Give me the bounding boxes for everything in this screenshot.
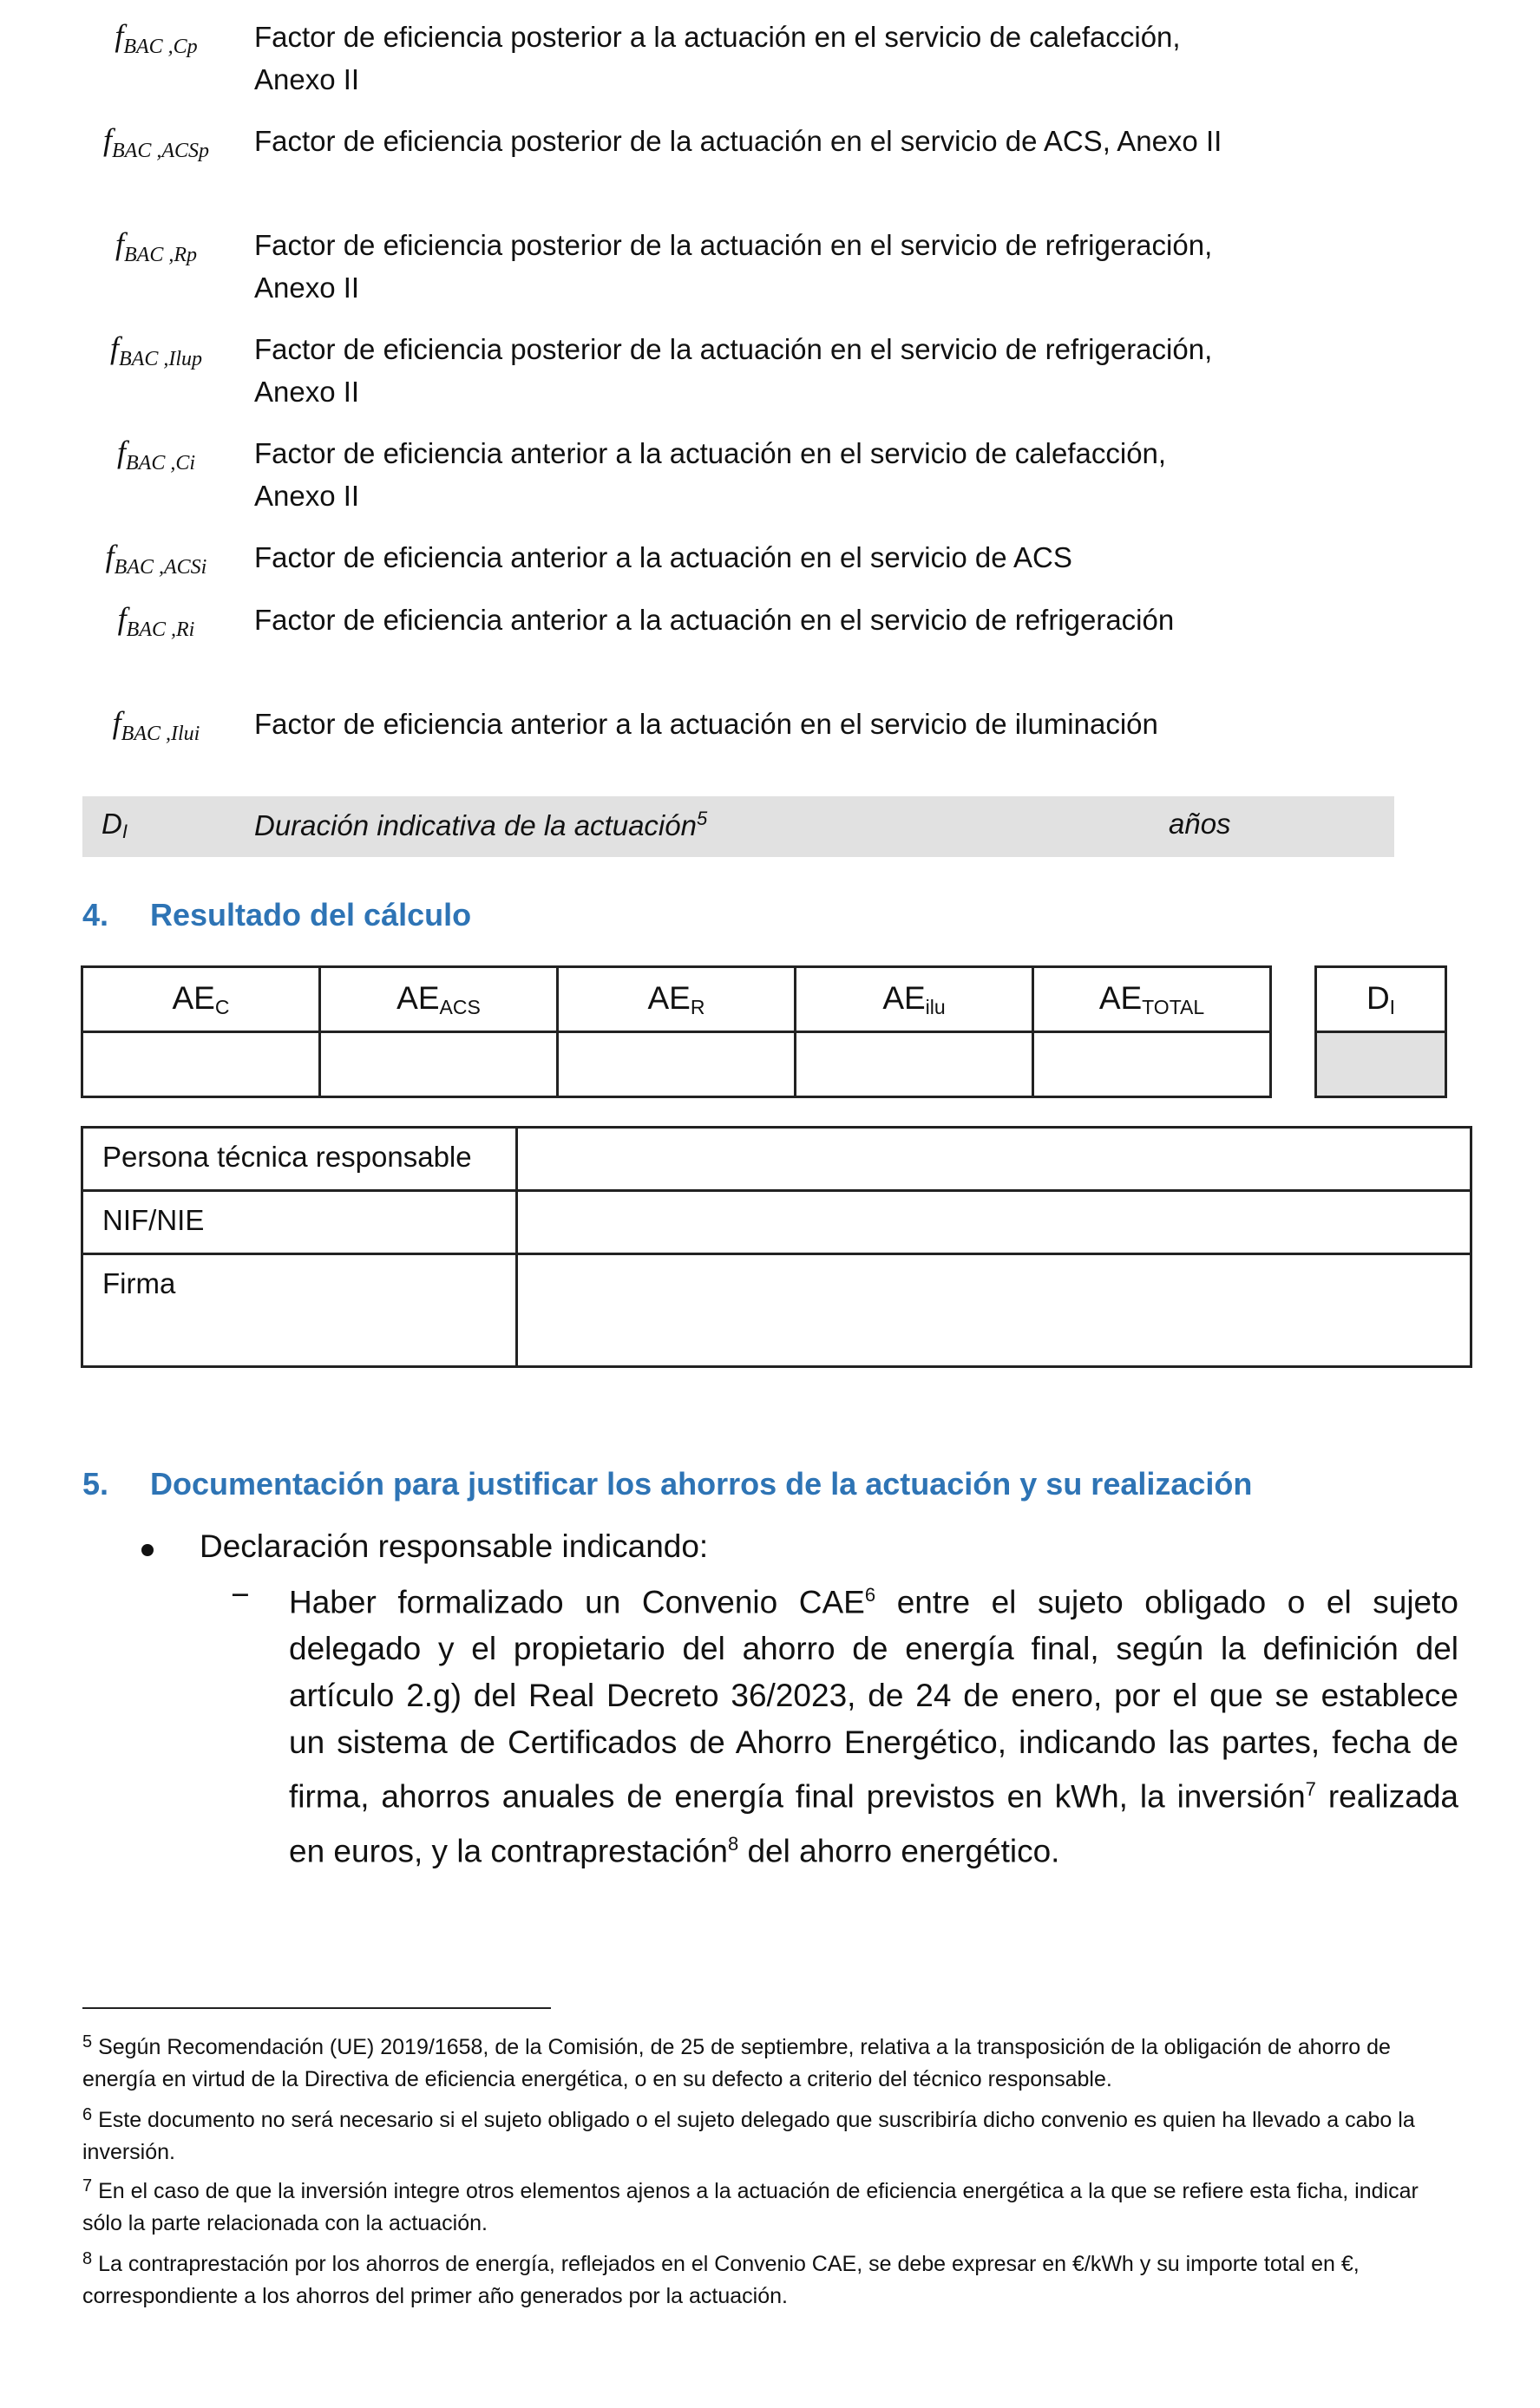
variable-description: Factor de eficiencia posterior de la actuación en el servicio de ACS, Anexo II bbox=[254, 125, 1222, 157]
responsible-table bbox=[81, 1126, 1472, 1368]
duration-unit: años bbox=[1169, 808, 1231, 840]
declaration-paragraph: Haber formalizado un Convenio CAE$^6$ entre el sujeto obligado o el sujeto delegado y el propietario del ahorro de energía final, según la definición del artículo 2.g) del Real Decreto 36/2023, de 24 de enero, por el que se establece un sistema de Certificados de Ahorro Energético, indicando las partes, fecha de firma, ahorros anuales de energía final previstos en kWh, la inversión$^7$ realizada en euros, y la contraprestación$^8$ del ahorro energético. bbox=[289, 1584, 1458, 1868]
results-header-ae-c: $AE_C$ bbox=[82, 967, 320, 1032]
footnote: $^6$ Este documento no será necesario si el sujeto obligado o el sujeto delegado que suscribiría dicho convenio es quien ha llevado a cabo la inversión. bbox=[82, 2105, 1415, 2164]
section-heading-5: 5. Documentación para justificar los ahorros de la actuación y su realización bbox=[82, 1466, 1253, 1502]
bullet-text: Declaración responsable indicando: bbox=[200, 1528, 709, 1564]
variable-symbol: $f_{BAC ,Ri}$ bbox=[117, 601, 195, 641]
variable-description: Factor de eficiencia anterior a la actuación en el servicio de iluminación bbox=[254, 708, 1158, 740]
results-cell-ae-acs[interactable] bbox=[320, 1032, 558, 1097]
variable-symbol: $f_{BAC ,ACSi}$ bbox=[105, 539, 207, 579]
variable-description: Factor de eficiencia anterior a la actuación en el servicio de refrigeración bbox=[254, 604, 1175, 636]
footnote: $^8$ La contraprestación por los ahorros de energía, reflejados en el Convenio CAE, se debe expresar en €/kWh y su importe total en €, correspondiente a los ahorros del primer año generados por la actuación. bbox=[82, 2249, 1360, 2308]
footnote: $^5$ Según Recomendación (UE) 2019/1658, de la Comisión, de 25 de septiembre, relativa a la transposición de la obligación de ahorro de energía en virtud de la Directiva de eficiencia energética, o en su defecto a criterio del técnico responsable. bbox=[82, 2032, 1391, 2091]
results-cell-ae-total[interactable] bbox=[1033, 1032, 1271, 1097]
results-cell-ae-ilu[interactable] bbox=[796, 1032, 1033, 1097]
variable-symbol: $f_{BAC ,ACSp}$ bbox=[102, 122, 209, 162]
variable-symbol: $f_{BAC ,Ilup}$ bbox=[109, 330, 202, 370]
variable-description: Factor de eficiencia anterior a la actuación en el servicio de ACS bbox=[254, 541, 1072, 573]
section-heading-4: 4. Resultado del cálculo bbox=[82, 897, 472, 932]
results-header-ae-r: $AE_R$ bbox=[558, 967, 796, 1032]
variable-description: Factor de eficiencia posterior de la actuación en el servicio de refrigeración, Anexo II bbox=[254, 229, 1213, 304]
responsible-label-signature: Firma bbox=[82, 1254, 517, 1367]
results-header-ae-ilu: $AE_{ilu}$ bbox=[796, 967, 1033, 1032]
variable-description: Factor de eficiencia posterior a la actuación en el servicio de calefacción, Anexo II bbox=[254, 21, 1181, 95]
bullet-icon bbox=[141, 1544, 154, 1556]
variable-symbol: $f_{BAC ,Cp}$ bbox=[115, 18, 198, 58]
responsible-value-signature[interactable] bbox=[517, 1254, 1471, 1367]
duration-description: Duración indicativa de la actuación$^5$ bbox=[254, 808, 708, 841]
responsible-value-person[interactable] bbox=[517, 1128, 1471, 1191]
responsible-value-nif[interactable] bbox=[517, 1191, 1471, 1254]
responsible-label-person: Persona técnica responsable bbox=[82, 1128, 517, 1191]
footnote-ref[interactable]: 5 bbox=[696, 808, 708, 829]
variable-symbol: $f_{BAC ,Rp}$ bbox=[115, 226, 197, 266]
results-cell-ae-r[interactable] bbox=[558, 1032, 796, 1097]
duration-symbol: $D_I$ bbox=[102, 808, 128, 842]
results-header-ae-total: $AE_{TOTAL}$ bbox=[1033, 967, 1271, 1032]
duration-row bbox=[82, 796, 1394, 857]
dash-icon: − bbox=[231, 1577, 250, 1613]
results-table bbox=[81, 965, 1272, 1098]
duration-table-cell[interactable] bbox=[1316, 1032, 1446, 1097]
results-header-ae-acs: $AE_{ACS}$ bbox=[320, 967, 558, 1032]
footnote-ref[interactable]: 6 bbox=[864, 1584, 876, 1606]
variable-description: Factor de eficiencia anterior a la actuación en el servicio de calefacción, Anexo II bbox=[254, 437, 1167, 512]
footnote: $^7$ En el caso de que la inversión integre otros elementos ajenos a la actuación de eficiencia energética a la que se refiere esta ficha, indicar sólo la parte relacionada con la actuación. bbox=[82, 2176, 1419, 2235]
footnote-divider bbox=[82, 2007, 551, 2009]
responsible-label-nif: NIF/NIE bbox=[82, 1191, 517, 1254]
duration-table-header: $D_I$ bbox=[1316, 967, 1446, 1032]
variable-symbol: $f_{BAC ,Ilui}$ bbox=[112, 705, 200, 745]
results-cell-ae-c[interactable] bbox=[82, 1032, 320, 1097]
duration-table bbox=[1314, 965, 1447, 1098]
footnote-ref[interactable]: 7 bbox=[1305, 1778, 1316, 1801]
footnote-ref[interactable]: 8 bbox=[727, 1832, 739, 1855]
variable-symbol: $f_{BAC ,Ci}$ bbox=[116, 435, 196, 474]
variable-description: Factor de eficiencia posterior de la actuación en el servicio de refrigeración, Anexo II bbox=[254, 333, 1213, 408]
